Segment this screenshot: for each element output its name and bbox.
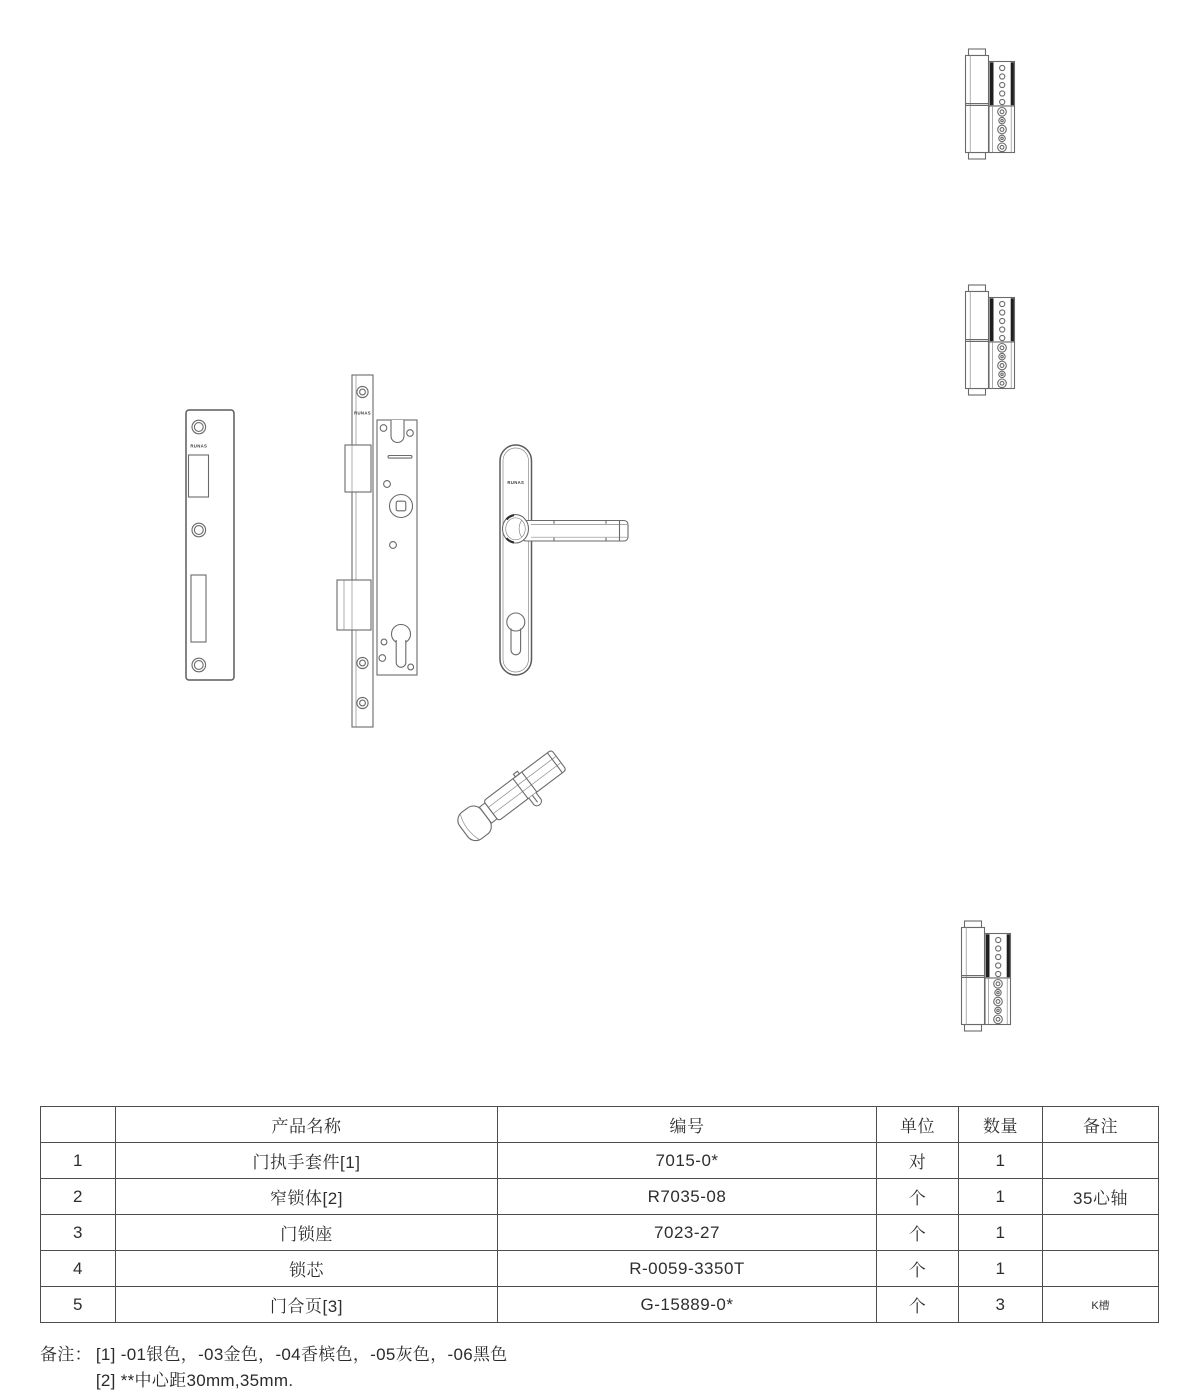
table-cell: 3	[959, 1287, 1043, 1323]
hinge-drawing-middle	[961, 284, 1017, 396]
table-row	[41, 1251, 1159, 1287]
table-cell: 个	[877, 1215, 959, 1251]
table-cell: 个	[877, 1251, 959, 1287]
table-header-row	[41, 1107, 1159, 1143]
table-row	[41, 1287, 1159, 1323]
hinge-icon	[961, 48, 1017, 160]
table-cell: R7035-08	[498, 1179, 877, 1215]
table-header-cell: 备注	[1043, 1107, 1159, 1143]
table-cell: 4	[41, 1251, 116, 1287]
table-cell: 门锁座	[116, 1215, 498, 1251]
table-row	[41, 1143, 1159, 1179]
table-cell	[1043, 1251, 1159, 1287]
table-cell: 1	[41, 1143, 116, 1179]
footnote-label: 备注：	[40, 1345, 92, 1364]
table-cell	[1043, 1143, 1159, 1179]
table-cell: G-15889-0*	[498, 1287, 877, 1323]
table-cell	[1043, 1215, 1159, 1251]
table-header-cell: 产品名称	[116, 1107, 498, 1143]
table-cell: 对	[877, 1143, 959, 1179]
table-cell: 个	[877, 1179, 959, 1215]
table-row	[41, 1215, 1159, 1251]
table-header-cell: 数量	[959, 1107, 1043, 1143]
strike-plate-drawing	[185, 409, 235, 681]
strike-plate-icon	[185, 409, 235, 681]
table-cell: 门执手套件[1]	[116, 1143, 498, 1179]
table-cell: 7015-0*	[498, 1143, 877, 1179]
brand-logo-text: RUNAS	[507, 480, 525, 485]
cylinder-icon	[450, 742, 576, 848]
table-cell: K槽	[1043, 1287, 1159, 1323]
table-header-cell	[41, 1107, 116, 1143]
footnote-line-2: [2] **中心距30mm,35mm.	[95, 1371, 294, 1390]
brand-logo-text: RUNAS	[354, 410, 371, 416]
footnote-line-1: [1] -01银色，-03金色，-04香槟色，-05灰色，-06黑色	[95, 1345, 508, 1364]
table-cell: 窄锁体[2]	[116, 1179, 498, 1215]
brand-logo-text: RUNAS	[190, 443, 208, 449]
hinge-drawing-bottom	[957, 920, 1013, 1032]
cylinder-drawing	[450, 742, 576, 848]
table-cell: 1	[959, 1251, 1043, 1287]
handle-drawing	[498, 443, 632, 677]
hinge-icon	[961, 284, 1017, 396]
table-cell: 5	[41, 1287, 116, 1323]
table-row	[41, 1179, 1159, 1215]
handle-icon	[498, 443, 632, 677]
parts-table	[40, 1106, 1159, 1323]
table-cell: 2	[41, 1179, 116, 1215]
table-header-cell: 编号	[498, 1107, 877, 1143]
table-cell: 7023-27	[498, 1215, 877, 1251]
hinge-icon	[957, 920, 1013, 1032]
table-cell: 1	[959, 1215, 1043, 1251]
table-cell: 3	[41, 1215, 116, 1251]
table-cell: 门合页[3]	[116, 1287, 498, 1323]
table-cell: R-0059-3350T	[498, 1251, 877, 1287]
hinge-drawing-top	[961, 48, 1017, 160]
footnotes	[40, 1342, 800, 1394]
table-cell: 个	[877, 1287, 959, 1323]
lock-body-icon	[336, 372, 420, 729]
table-header-cell: 单位	[877, 1107, 959, 1143]
lock-body-drawing	[336, 372, 420, 729]
table-cell: 35心轴	[1043, 1179, 1159, 1215]
table-cell: 锁芯	[116, 1251, 498, 1287]
table-cell: 1	[959, 1143, 1043, 1179]
table-cell: 1	[959, 1179, 1043, 1215]
